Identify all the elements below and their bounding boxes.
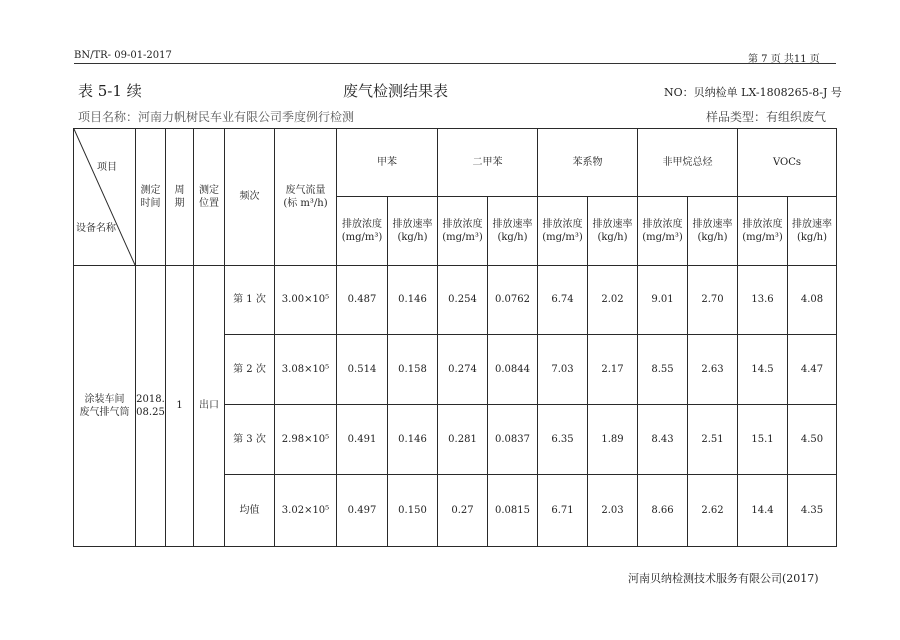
value-cell: 0.0844 bbox=[488, 335, 538, 405]
header-rule bbox=[74, 63, 836, 64]
header-pollutant-benzene-series: 苯系物 bbox=[538, 129, 638, 197]
value-cell: 6.35 bbox=[538, 405, 588, 475]
value-cell: 0.150 bbox=[388, 475, 438, 547]
header-pollutant-vocs: VOCs bbox=[738, 129, 837, 197]
value-cell: 0.27 bbox=[438, 475, 488, 547]
value-cell: 0.281 bbox=[438, 405, 488, 475]
subheader-rate: 排放速率 (kg/h) bbox=[588, 197, 638, 266]
value-cell: 6.71 bbox=[538, 475, 588, 547]
period-value: 1 bbox=[166, 266, 194, 547]
value-cell: 9.01 bbox=[638, 266, 688, 335]
value-cell: 4.35 bbox=[788, 475, 837, 547]
page-indicator: 第 7 页 共11 页 bbox=[748, 54, 820, 65]
value-cell: 0.491 bbox=[337, 405, 388, 475]
header-pollutant-toluene: 甲苯 bbox=[337, 129, 438, 197]
position-value: 出口 bbox=[194, 266, 225, 547]
subheader-rate: 排放速率 (kg/h) bbox=[388, 197, 438, 266]
value-cell: 2.70 bbox=[688, 266, 738, 335]
value-cell: 4.47 bbox=[788, 335, 837, 405]
value-cell: 0.0762 bbox=[488, 266, 538, 335]
value-cell: 4.50 bbox=[788, 405, 837, 475]
header-flow: 废气流量 (标 m³/h) bbox=[275, 129, 337, 266]
diagonal-label-equipment: 设备名称 bbox=[76, 222, 116, 234]
value-cell: 7.03 bbox=[538, 335, 588, 405]
header-pollutant-xylene: 二甲苯 bbox=[438, 129, 538, 197]
value-cell: 2.63 bbox=[688, 335, 738, 405]
subheader-concentration: 排放浓度 (mg/m³) bbox=[438, 197, 488, 266]
value-cell: 14.5 bbox=[738, 335, 788, 405]
header-frequency: 频次 bbox=[225, 129, 275, 266]
subheader-rate: 排放速率 (kg/h) bbox=[488, 197, 538, 266]
value-cell: 0.0815 bbox=[488, 475, 538, 547]
header-pollutant-nmhc: 非甲烷总烃 bbox=[638, 129, 738, 197]
subheader-concentration: 排放浓度 (mg/m³) bbox=[337, 197, 388, 266]
frequency-cell: 第 3 次 bbox=[225, 405, 275, 475]
value-cell: 0.497 bbox=[337, 475, 388, 547]
table-row bbox=[74, 266, 837, 335]
value-cell: 8.55 bbox=[638, 335, 688, 405]
test-date: 2018. 08.25 bbox=[136, 266, 166, 547]
value-cell: 14.4 bbox=[738, 475, 788, 547]
value-cell: 2.51 bbox=[688, 405, 738, 475]
flow-cell: 3.08×10⁵ bbox=[275, 335, 337, 405]
flow-cell: 3.02×10⁵ bbox=[275, 475, 337, 547]
subheader-concentration: 排放浓度 (mg/m³) bbox=[538, 197, 588, 266]
frequency-cell: 均值 bbox=[225, 475, 275, 547]
value-cell: 0.146 bbox=[388, 405, 438, 475]
header-test-date: 测定 时间 bbox=[136, 129, 166, 266]
value-cell: 0.514 bbox=[337, 335, 388, 405]
frequency-cell: 第 1 次 bbox=[225, 266, 275, 335]
header-position: 测定 位置 bbox=[194, 129, 225, 266]
value-cell: 0.146 bbox=[388, 266, 438, 335]
value-cell: 6.74 bbox=[538, 266, 588, 335]
value-cell: 13.6 bbox=[738, 266, 788, 335]
diagonal-header-cell bbox=[74, 129, 136, 266]
document-code: BN/TR- 09-01-2017 bbox=[74, 50, 172, 61]
table-title: 废气检测结果表 bbox=[343, 82, 449, 100]
value-cell: 8.43 bbox=[638, 405, 688, 475]
sample-type: 样品类型：有组织废气 bbox=[706, 110, 827, 124]
value-cell: 0.0837 bbox=[488, 405, 538, 475]
header-period: 周 期 bbox=[166, 129, 194, 266]
diagonal-line bbox=[74, 129, 135, 265]
value-cell: 2.02 bbox=[588, 266, 638, 335]
results-table bbox=[73, 128, 837, 547]
subheader-concentration: 排放浓度 (mg/m³) bbox=[638, 197, 688, 266]
subheader-rate: 排放速率 (kg/h) bbox=[688, 197, 738, 266]
value-cell: 0.274 bbox=[438, 335, 488, 405]
value-cell: 15.1 bbox=[738, 405, 788, 475]
value-cell: 0.158 bbox=[388, 335, 438, 405]
equipment-name: 涂装车间 废气排气筒 bbox=[74, 266, 136, 547]
value-cell: 4.08 bbox=[788, 266, 837, 335]
project-name: 项目名称：河南力帆树民车业有限公司季度例行检测 bbox=[78, 110, 355, 124]
value-cell: 2.17 bbox=[588, 335, 638, 405]
company-footer: 河南贝纳检测技术服务有限公司(2017) bbox=[628, 572, 819, 585]
value-cell: 0.487 bbox=[337, 266, 388, 335]
subheader-concentration: 排放浓度 (mg/m³) bbox=[738, 197, 788, 266]
frequency-cell: 第 2 次 bbox=[225, 335, 275, 405]
value-cell: 8.66 bbox=[638, 475, 688, 547]
flow-cell: 3.00×10⁵ bbox=[275, 266, 337, 335]
flow-cell: 2.98×10⁵ bbox=[275, 405, 337, 475]
table-number: 表 5-1 续 bbox=[78, 82, 142, 100]
value-cell: 0.254 bbox=[438, 266, 488, 335]
subheader-rate: 排放速率 (kg/h) bbox=[788, 197, 837, 266]
value-cell: 2.03 bbox=[588, 475, 638, 547]
value-cell: 2.62 bbox=[688, 475, 738, 547]
value-cell: 1.89 bbox=[588, 405, 638, 475]
report-number: NO：贝纳检单 LX-1808265-8-J 号 bbox=[664, 86, 842, 99]
diagonal-label-item: 项目 bbox=[97, 162, 117, 173]
